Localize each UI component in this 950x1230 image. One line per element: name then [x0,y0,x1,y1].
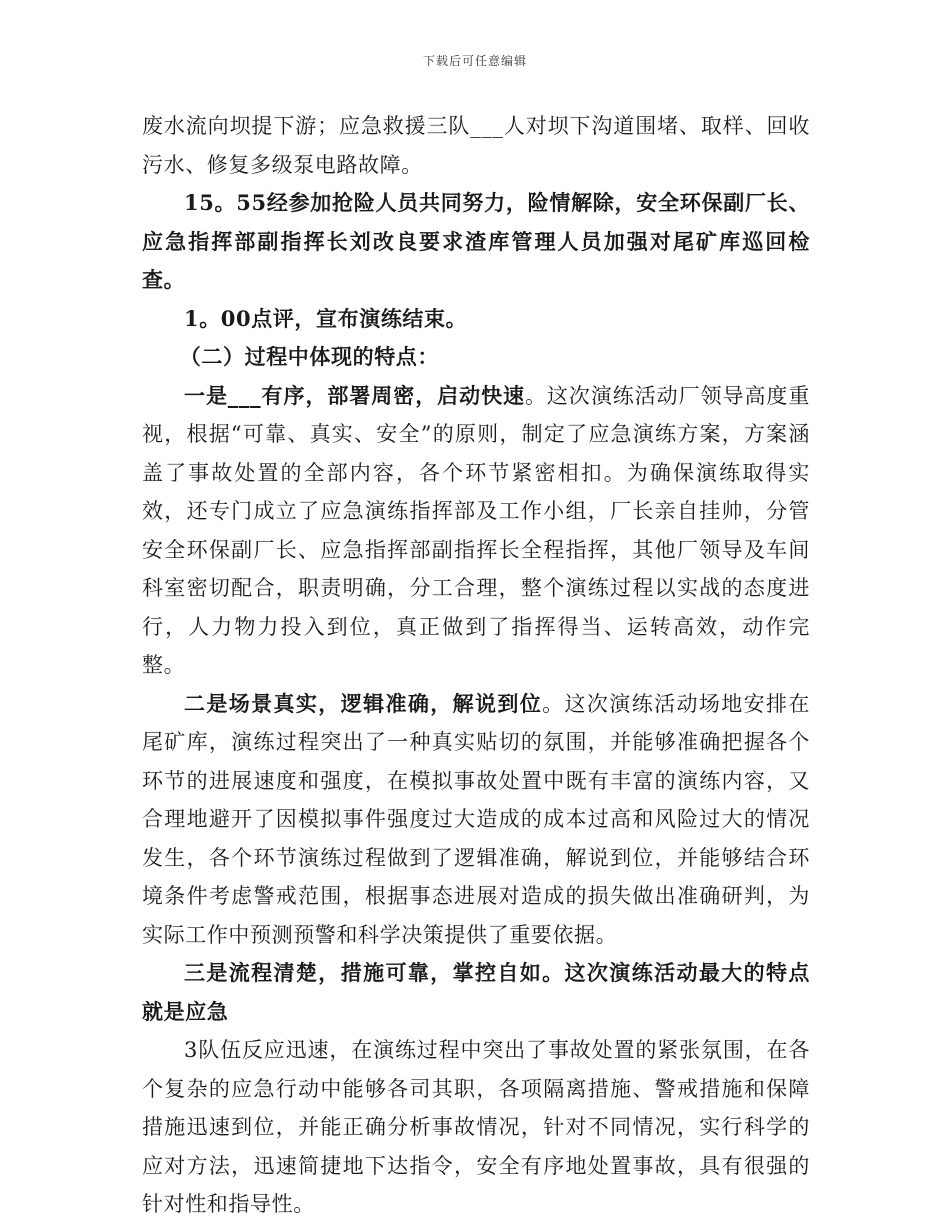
feature-two-title: 二是场景真实，逻辑准确，解说到位 [184,690,543,716]
paragraph-feature-two [142,685,810,955]
paragraph-drill-end: 1。00点评，宣布演练结束。 [184,305,468,331]
paragraph-feature-one [142,377,810,685]
feature-two-body: 。这次演练活动场地安排在尾矿库，演练过程突出了一种真实贴切的氛围，并能够准确把握各个环节的进展速度和强度，在模拟事故处置中既有丰富的演练内容，又合理地避开了因模拟事件强度过大造成的成本过高和风险过大的情况发生，各个环节演练过程做到了逻辑准确，解说到位，并能够结合环境条件考虑警戒范围，根据事态进展对造成的损失做出准确研判，为实际工作中预测预警和科学决策提供了重要依据。 [142,691,810,947]
document-body [142,107,810,1224]
paragraph-team-response: 3队伍反应迅速，在演练过程中突出了事故处置的紧张氛围，在各个复杂的应急行动中能够各司其职，各项隔离措施、警戒措施和保障措施迅速到位，并能正确分析事故情况，针对不同情况，实行科学的应对方法，迅速简捷地下达指令，安全有序地处置事故，具有很强的针对性和指导性。 [142,1038,810,1216]
paragraph-wastewater: 废水流向坝提下游；应急救援三队___人对坝下沟道围堵、取样、回收污水、修复多级泵电路故障。 [142,114,810,177]
section-heading-features: （二）过程中体现的特点： [179,344,439,369]
feature-one-body: 。这次演练活动厂领导高度重视，根据“可靠、真实、安全”的原则，制定了应急演练方案，方案涵盖了事故处置的全部内容，各个环节紧密相扣。为确保演练取得实效，还专门成立了应急演练指挥部及工作小组，厂长亲自挂帅，分管安全环保副厂长、应急指挥部副指挥长全程指挥，其他厂领导及车间科室密切配合，职责明确，分工合理，整个演练过程以实战的态度进行，人力物力投入到位，真正做到了指挥得当、运转高效，动作完整。 [142,383,810,677]
paragraph-danger-cleared: 15。55经参加抢险人员共同努力，险情解除，安全环保副厂长、应急指挥部副指挥长刘改良要求渣库管理人员加强对尾矿库巡回检查。 [142,190,810,292]
page-header: 下载后可任意编辑 [422,54,527,68]
paragraph-feature-three: 三是流程清楚，措施可靠，掌控自如。这次演练活动最大的特点就是应急 [142,960,810,1024]
feature-one-title: 一是___有序，部署周密，启动快速 [184,382,525,408]
